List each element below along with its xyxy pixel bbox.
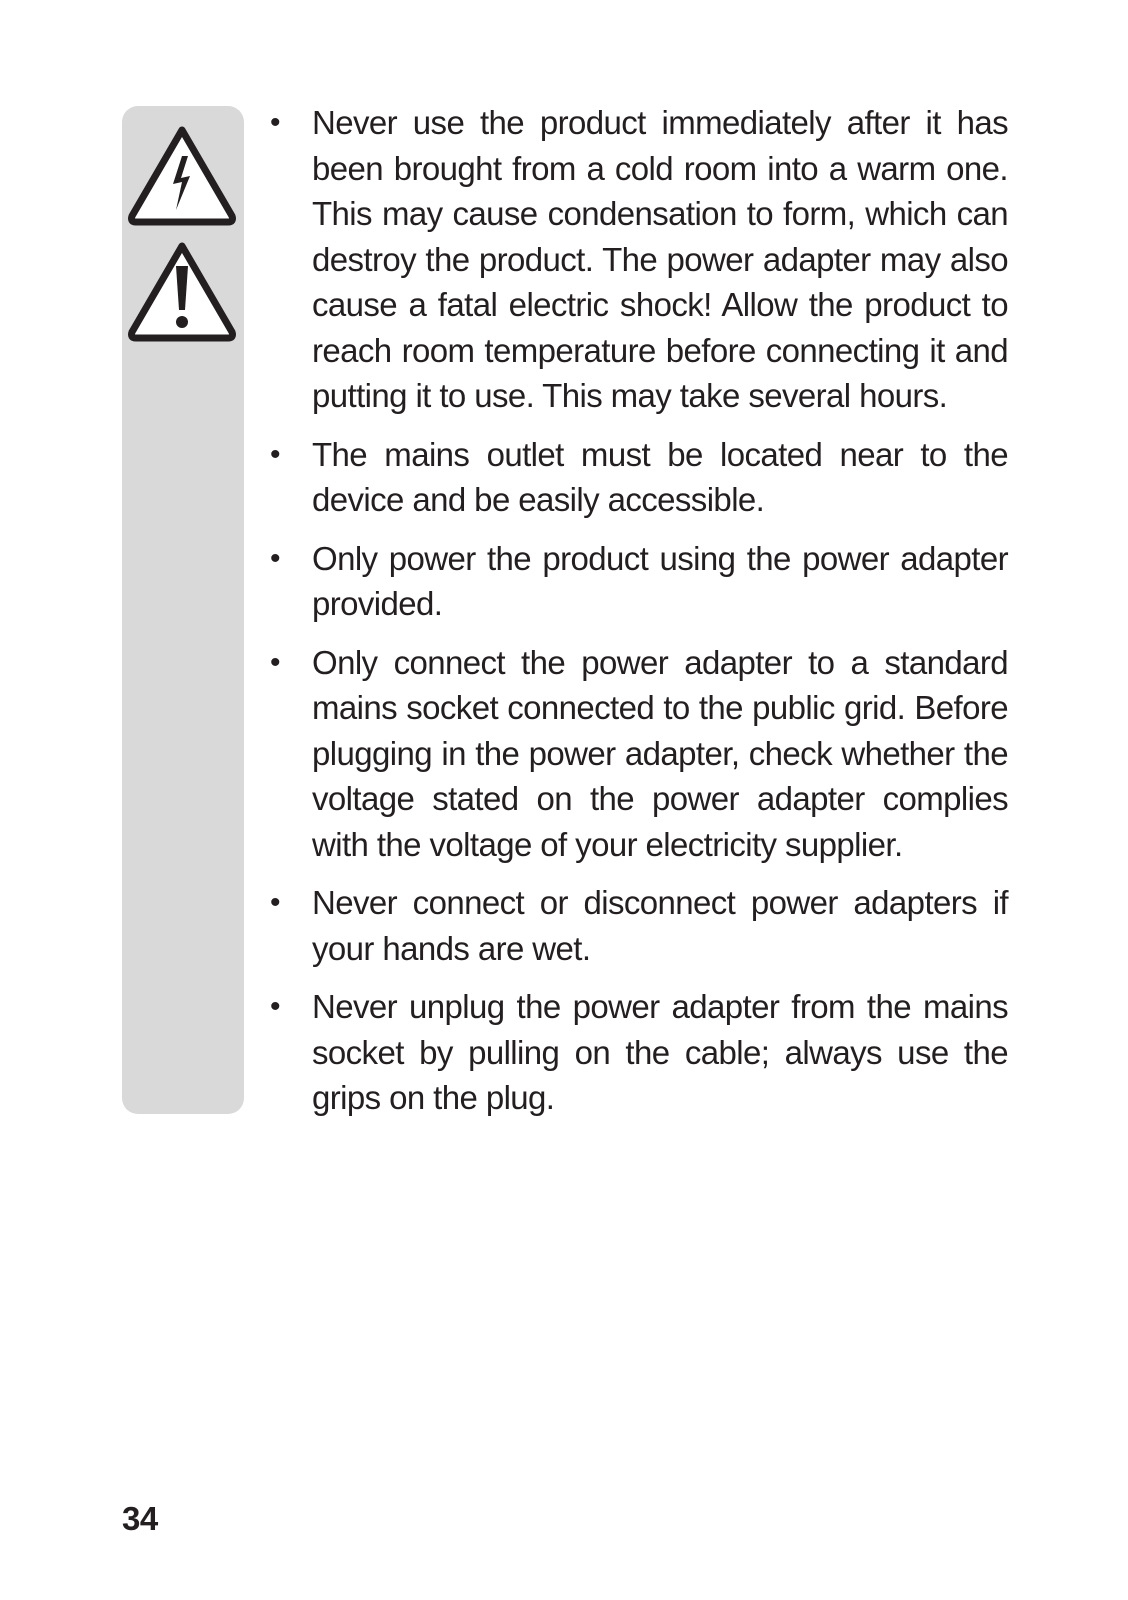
electric-shock-warning-icon <box>126 124 238 230</box>
bullet-marker: • <box>270 990 280 1023</box>
list-item <box>270 536 1008 627</box>
bullet-marker: • <box>270 886 280 919</box>
list-item-text: The mains outlet must be located near to the device and be easily accessible. <box>312 435 1008 518</box>
bullet-marker: • <box>270 541 280 575</box>
bullet-marker: • <box>270 645 280 679</box>
list-item <box>270 100 1008 419</box>
list-item-text: Never use the product immediately after it has been brought from a cold room into a warm one. This may cause condensation to form, which can destroy the product. The power adapter may also cause a fatal electric shock! Allow the product to reach room temperature before connecting it and putting it to use. This may take several hours. <box>312 104 1008 414</box>
list-item <box>270 984 1008 1121</box>
list-item-text: Only power the product using the power adapter provided. <box>312 539 1008 622</box>
list-item-text: Never connect or disconnect power adapters if your hands are wet. <box>312 884 1008 967</box>
list-item <box>270 640 1008 868</box>
list-item-text: Only connect the power adapter to a standard mains socket connected to the public grid. Before plugging in the power adapter, check whether the voltage stated on the power adapter complies with the voltage of your electricity supplier. <box>312 643 1008 863</box>
bullet-marker: • <box>270 437 280 471</box>
list-item-text: Never unplug the power adapter from the mains socket by pulling on the cable; always use the grips on the plug. <box>312 988 1008 1116</box>
page-number: 34 <box>122 1500 158 1537</box>
caution-exclamation-icon <box>126 240 238 346</box>
list-item <box>270 880 1008 971</box>
list-item <box>270 432 1008 523</box>
safety-instructions-list <box>270 100 1008 1134</box>
bullet-marker: • <box>270 106 280 139</box>
